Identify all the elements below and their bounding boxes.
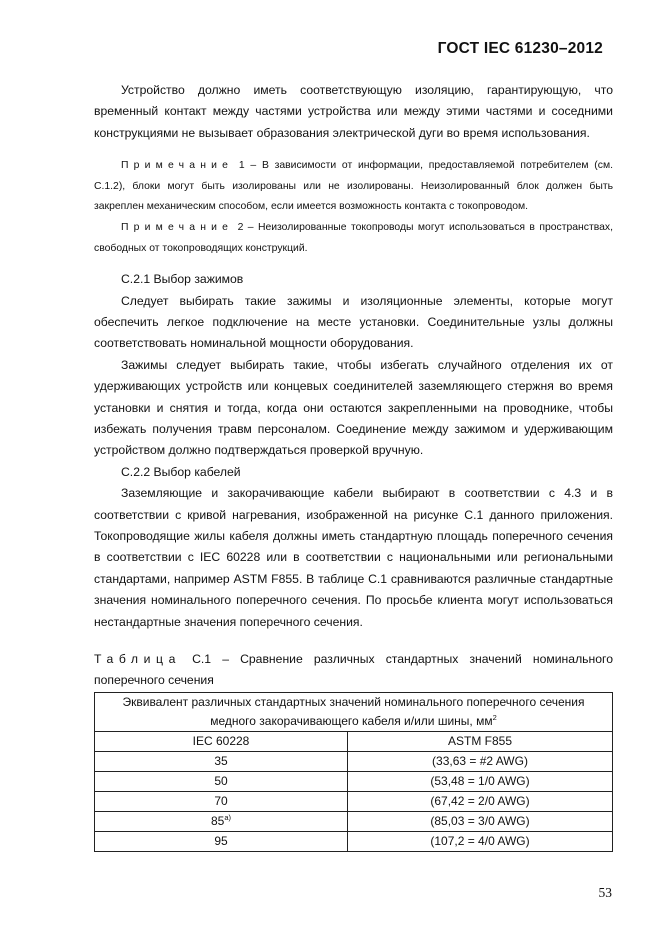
table-caption (94, 649, 613, 691)
column-header-astm: ASTM F855 (348, 732, 613, 752)
note-1-text: 1 – В зависимости от информации, предоставляемой потребителем (см. С.1.2), блоки могут быть изолированы или не изолированы. Неизолированный блок должен быть закреплен механическим способом, если имеется возможность контакта с токопроводом. (94, 160, 613, 213)
table-header-unit-superscript: 2 (492, 713, 497, 723)
note-2 (94, 218, 613, 259)
table-row (95, 812, 613, 832)
table-caption-label: Таблица (94, 652, 181, 667)
cell-iec: 85$^{a)}$ (95, 812, 348, 832)
table-row (95, 772, 613, 792)
note-2-text: 2 – Неизолированные токопроводы могут использоваться в пространствах, свободных от токопроводящих конструкций. (94, 222, 613, 254)
table-row (95, 832, 613, 852)
table-header-line-1: Эквивалент различных стандартных значений номинального поперечного сечения (122, 695, 585, 710)
table-header-merged (95, 693, 613, 732)
cell-astm: (33,63 = #2 AWG) (348, 752, 613, 772)
section-title-cables: С.2.2 Выбор кабелей (121, 464, 241, 479)
table-column-header-row (95, 732, 613, 752)
page-body (94, 80, 613, 852)
column-header-iec: IEC 60228 (95, 732, 348, 752)
cell-iec: 70 (95, 792, 348, 812)
note-1 (94, 156, 613, 218)
paragraph-insulation: Устройство должно иметь соответствующую изоляцию, гарантирующую, что временный контакт между частями устройства или между этими частями и соседними конструкциями не вызывает образования электрической дуги во время использования. (94, 83, 613, 140)
footnote-marker: a) (224, 813, 232, 823)
cell-astm: (107,2 = 4/0 AWG) (348, 832, 613, 852)
table-caption-text: С.1 – Сравнение различных стандартных значений номинального поперечного сечения (94, 652, 613, 688)
table-header-line-2: медного закорачивающего кабеля и/или шины, мм (210, 714, 493, 729)
cell-iec: 50 (95, 772, 348, 792)
paragraph-cables: Заземляющие и закорачивающие кабели выбирают в соответствии с 4.3 и в соответствии с кривой нагревания, изображенной на рисунке С.1 данного приложения. Токопроводящие жилы кабеля должны иметь стандартную площадь поперечного сечения в соответствии с IEC 60228 или в соответствии с национальными или региональными стандартами, например ASTM F855. В таблице С.1 сравниваются различные стандартные значения номинального поперечного сечения. По просьбе клиента могут использоваться нестандартные значения поперечного сечения. (94, 486, 613, 629)
section-title-clamps: С.2.1 Выбор зажимов (121, 272, 244, 287)
cell-iec: 35 (95, 752, 348, 772)
cell-astm: (67,42 = 2/0 AWG) (348, 792, 613, 812)
note-2-label: Примечание (121, 222, 234, 233)
table-row (95, 752, 613, 772)
paragraph-clamps-2: Зажимы следует выбирать такие, чтобы избегать случайного отделения их от удерживающих устройств или концевых соединителей заземляющего стержня во время установки и снятия и тогда, когда они остаются закрепленными на проводнике, чтобы избежать получения травм персоналом. Соединение между зажимом и удерживающим устройством должно подтверждаться проверкой вручную. (94, 357, 613, 458)
page-number: 53 (598, 885, 612, 900)
table-header-row (95, 693, 613, 732)
cell-astm: (53,48 = 1/0 AWG) (348, 772, 613, 792)
cell-astm: (85,03 = 3/0 AWG) (348, 812, 613, 832)
paragraph-clamps-1: Следует выбирать такие зажимы и изоляционные элементы, которые могут обеспечить легкое подключение на месте установки. Соединительные узлы должны соответствовать номинальной мощности оборудования. (94, 293, 613, 351)
note-1-label: Примечание (121, 160, 234, 172)
cell-iec: 95 (95, 832, 348, 852)
document-header: ГОСТ IEC 61230–2012 (437, 40, 603, 57)
table-row (95, 792, 613, 812)
cross-section-table (94, 692, 613, 852)
